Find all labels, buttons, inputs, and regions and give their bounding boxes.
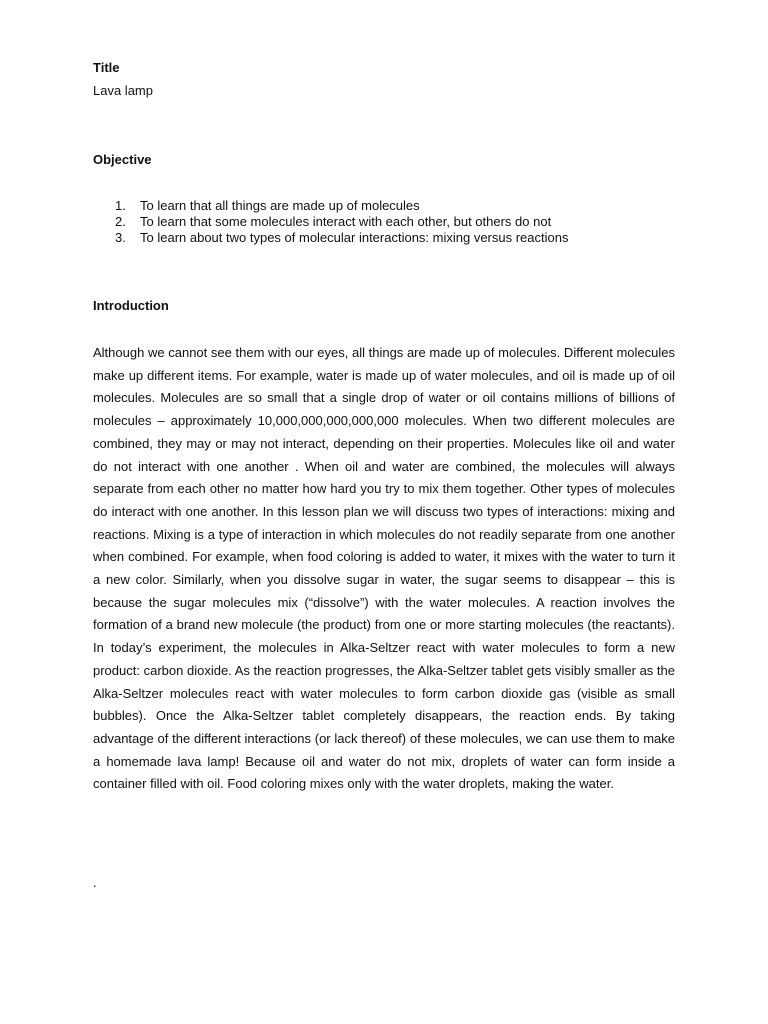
introduction-heading: Introduction [93, 298, 169, 313]
trailing-period: . [93, 875, 97, 890]
objective-item [115, 214, 568, 230]
objective-text: To learn that some molecules interact with each other, but others do not [140, 214, 552, 229]
title-value: Lava lamp [93, 83, 153, 98]
objective-number: 3. [115, 230, 126, 245]
objective-heading: Objective [93, 152, 152, 167]
title-heading: Title [93, 60, 120, 75]
objective-text: To learn about two types of molecular interactions: mixing versus reactions [140, 230, 569, 245]
objective-list [115, 198, 568, 246]
objective-item [115, 230, 568, 246]
objective-number: 2. [115, 214, 126, 229]
objective-number: 1. [115, 198, 126, 213]
objective-text: To learn that all things are made up of molecules [140, 198, 420, 213]
objective-item [115, 198, 568, 214]
introduction-paragraph: Although we cannot see them with our eyes, all things are made up of molecules. Different molecules make up different items. For example, water is made up of water molecules, and oil is made up of oil molecules. Molecules are so small that a single drop of water or oil contains millions of billions of molecules – approximately 10,000,000,000,000,000 molecules. When two different molecules are combined, they may or may not interact, depending on their properties. Molecules like oil and water do not interact with one another . When oil and water are combined, the molecules will always separate from each other no matter how hard you try to mix them together. Other types of molecules do interact with one another. In this lesson plan we will discuss two types of interactions: mixing and reactions. Mixing is a type of interaction in which molecules do not readily separate from one another when combined. For example, when food coloring is added to water, it mixes with the water to turn it a new color. Similarly, when you dissolve sugar in water, the sugar seems to disappear – this is because the sugar molecules mix (“dissolve”) with the water molecules. A reaction involves the formation of a brand new molecule (the product) from one or more starting molecules (the reactants). In today’s experiment, the molecules in Alka-Seltzer react with water molecules to form a new product: carbon dioxide. As the reaction progresses, the Alka-Seltzer tablet gets visibly smaller as the Alka-Seltzer molecules react with water molecules to form carbon dioxide gas (visible as small bubbles). Once the Alka-Seltzer tablet completely disappears, the reaction ends. By taking advantage of the different interactions (or lack thereof) of these molecules, we can use them to make a homemade lava lamp! Because oil and water do not mix, droplets of water can form inside a container filled with oil. Food coloring mixes only with the water droplets, making the water. [93, 345, 675, 792]
